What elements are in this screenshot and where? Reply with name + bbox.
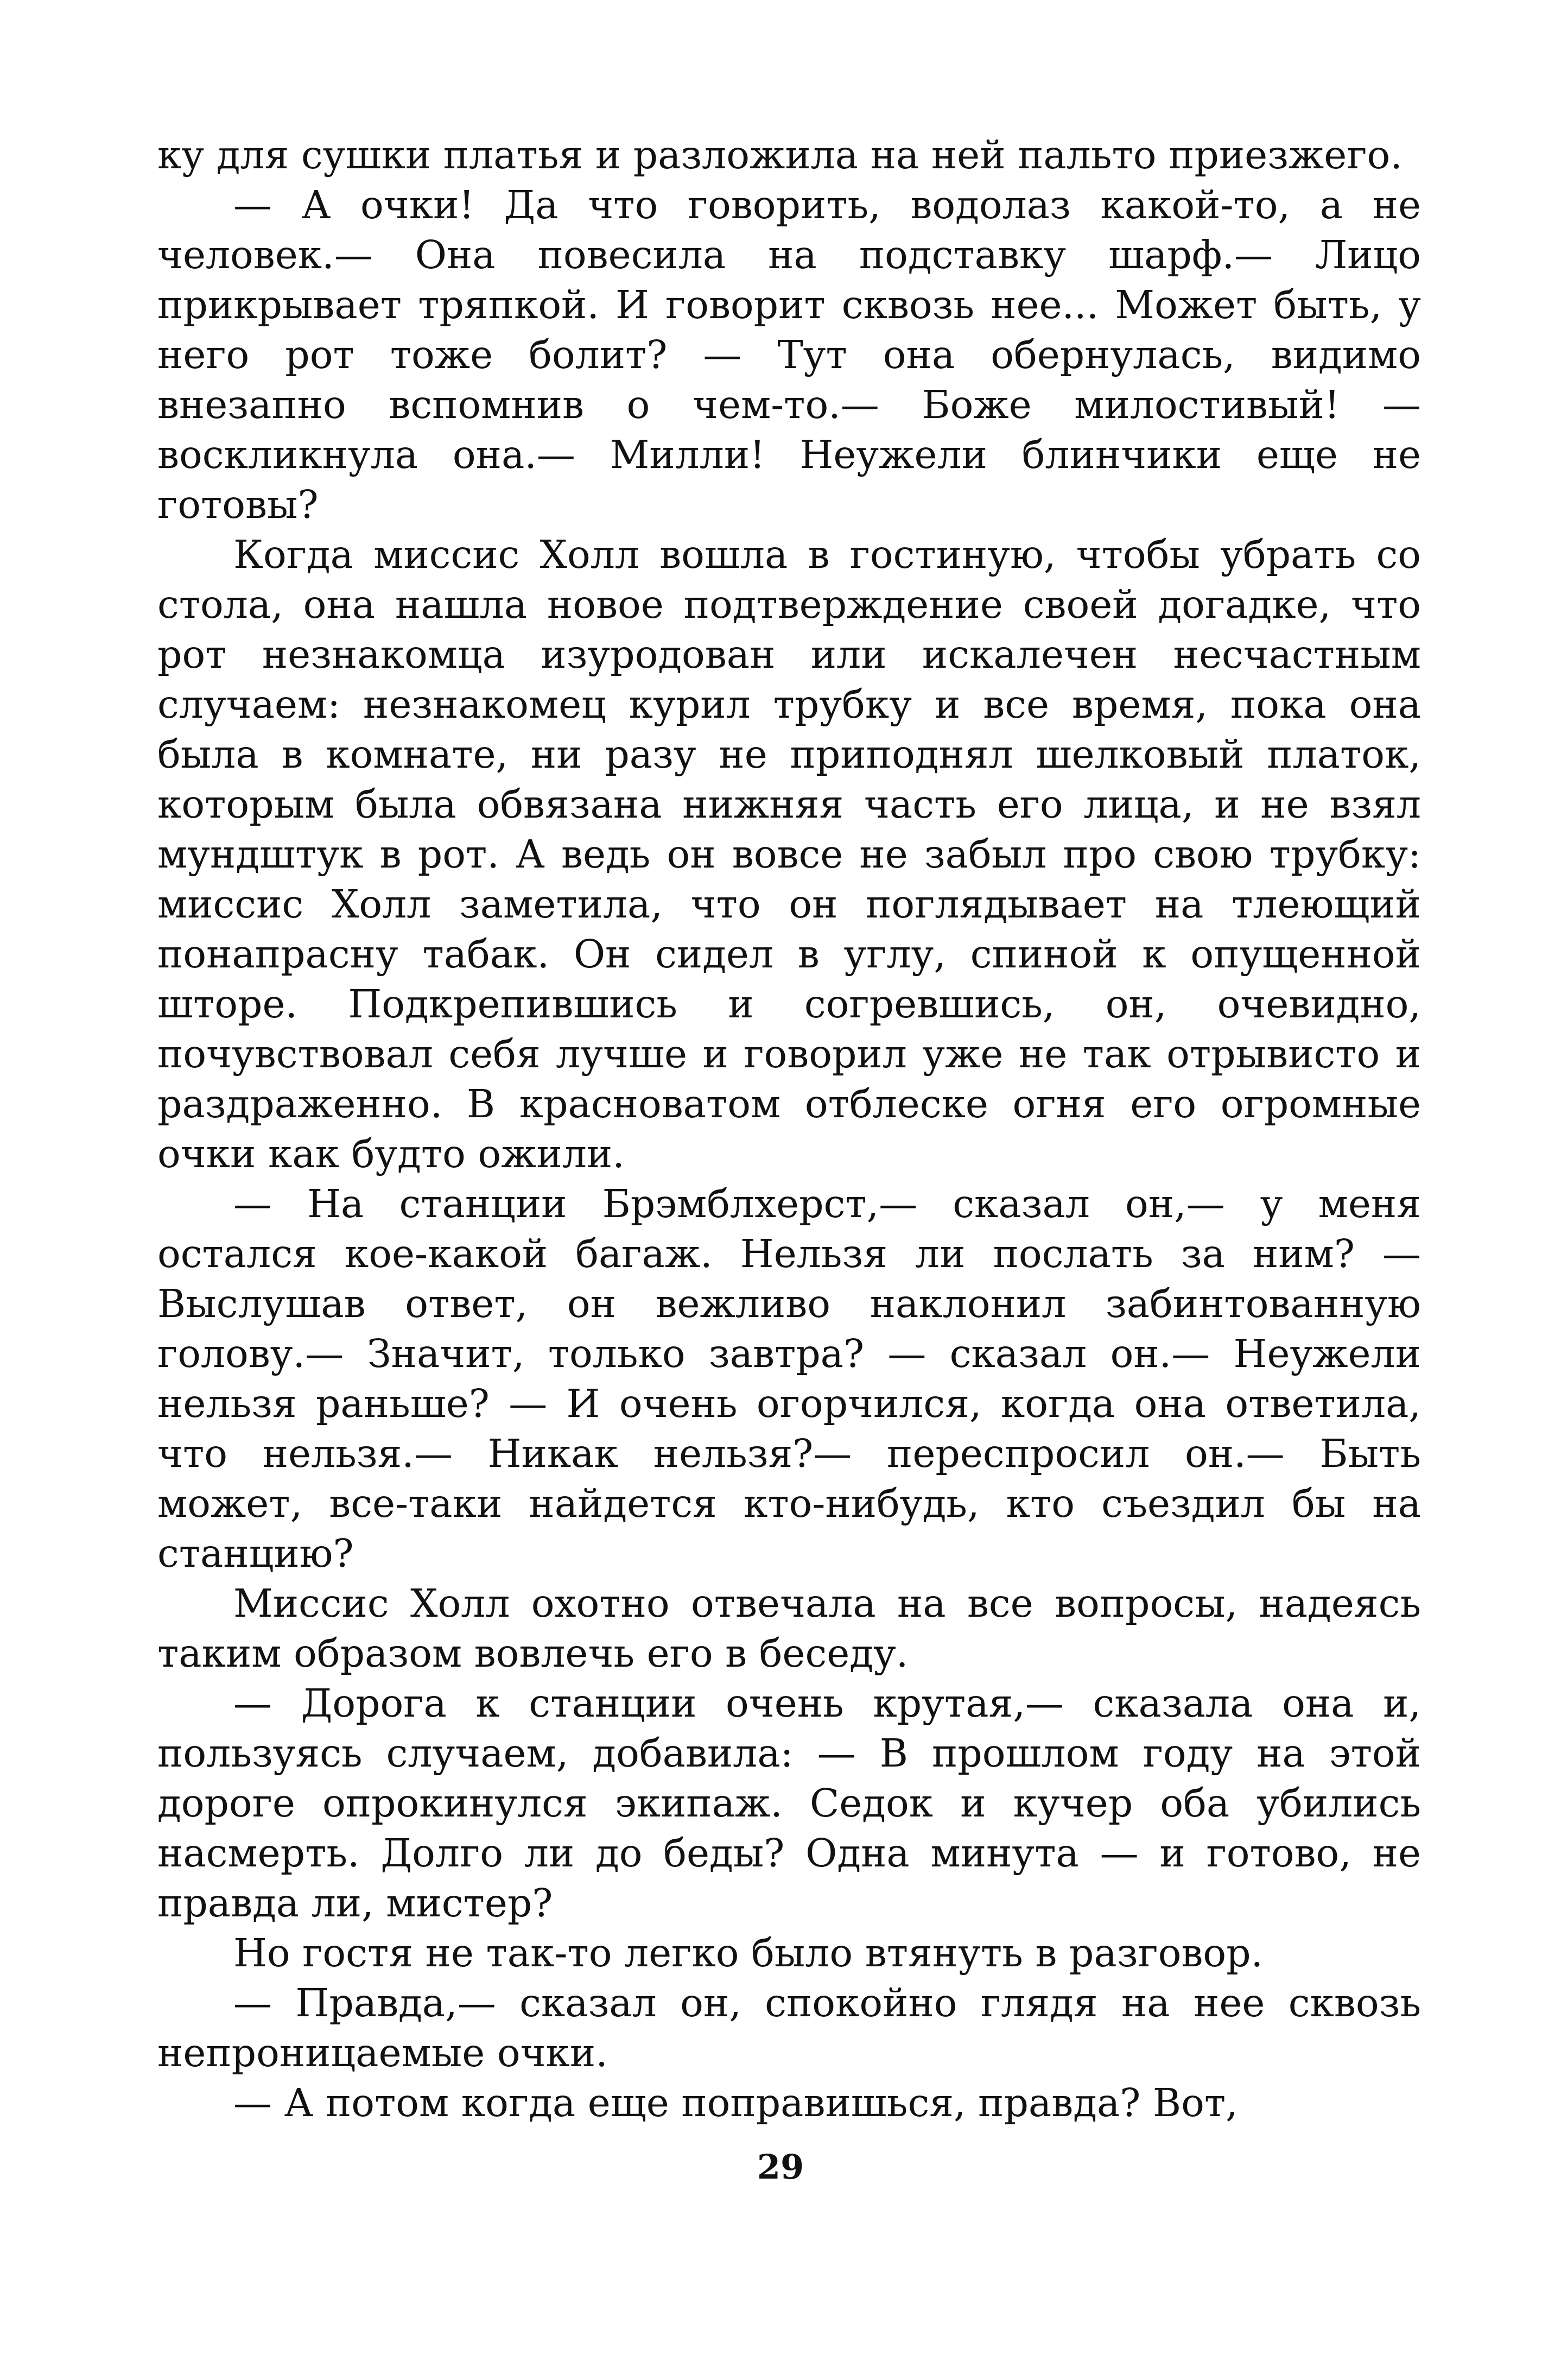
paragraph-1: ку для сушки платья и разложила на ней пальто приезжего. bbox=[157, 132, 1403, 178]
paragraph-3: Когда миссис Холл вошла в гостиную, чтобы убрать со стола, она нашла новое подтверждение своей догадке, что рот незнакомца изуродован или искалечен несчастным случаем: незнакомец курил трубку и все время, пока она была в комнате, ни разу не приподнял шелковый платок, которым была обвязана нижняя часть его лица, и не взял мундштук в рот. А ведь он вовсе не забыл про свою трубку: миссис Холл заметила, что он поглядывает на тлеющий понапрасну табак. Он сидел в углу, спиной к опущенной шторе. Подкрепившись и согревшись, он, очевидно, почувствовал себя лучше и говорил уже не так отрывисто и раздраженно. В красноватом отблеске огня его огромные очки как будто ожили. bbox=[157, 532, 1421, 1176]
paragraph-2: — А очки! Да что говорить, водолаз какой-то, а не человек.— Она повесила на подставку шарф.— Лицо прикрывает тряпкой. И говорит сквозь нее... Может быть, у него рот тоже болит? — Тут она обернулась, видимо внезапно вспомнив о чем-то.— Боже милостивый! — воскликнула она.— Милли! Неужели блинчики еще не готовы? bbox=[157, 182, 1421, 527]
page-text bbox=[157, 130, 1421, 2128]
paragraph-9: — А потом когда еще поправишься, правда? Вот, bbox=[233, 2080, 1238, 2125]
page-number: 29 bbox=[757, 2147, 804, 2187]
paragraph-4: — На станции Брэмблхерст,— сказал он,— у меня остался кое-какой багаж. Нельзя ли послать за ним? — Выслушав ответ, он вежливо наклонил забинтованную голову.— Значит, только завтра? — сказал он.— Неужели нельзя раньше? — И очень огорчился, когда она ответила, что нельзя.— Никак нельзя?— переспросил он.— Быть может, все-таки найдется кто-нибудь, кто съездил бы на станцию? bbox=[157, 1181, 1421, 1576]
paragraph-8: — Правда,— сказал он, спокойно глядя на нее сквозь непроницаемые очки. bbox=[157, 1980, 1421, 2075]
paragraph-5: Миссис Холл охотно отвечала на все вопросы, надеясь таким образом вовлечь его в беседу. bbox=[157, 1581, 1421, 1676]
paragraph-6: — Дорога к станции очень крутая,— сказала она и, пользуясь случаем, добавила: — В прошлом году на этой дороге опрокинулся экипаж. Седок и кучер оба убились насмерть. Долго ли до беды? Одна минута — и готово, не правда ли, мистер? bbox=[157, 1681, 1421, 1926]
paragraph-7: Но гостя не так-то легко было втянуть в разговор. bbox=[233, 1930, 1264, 1976]
